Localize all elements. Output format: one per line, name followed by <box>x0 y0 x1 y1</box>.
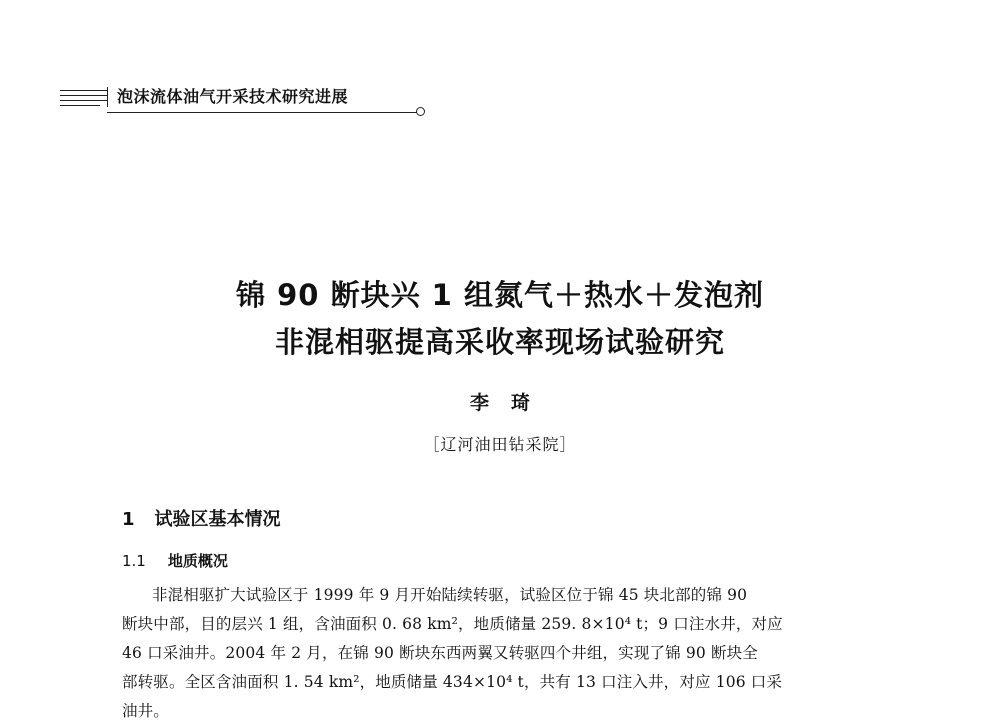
header-bracket <box>107 87 108 107</box>
subsection-title: 地质概况 <box>167 552 228 570</box>
paragraph-line: 油井。 <box>122 702 169 720</box>
paragraph-line: 断块中部，目的层兴 1 组，含油面积 0. 68 km²，地质储量 259. 8×10⁴ t；9 口注水井，对应 <box>122 615 783 633</box>
subsection-heading <box>122 550 228 571</box>
paragraph-line: 部转驱。全区含油面积 1. 54 km²，地质储量 434×10⁴ t，共有 13 口注入井，对应 106 口采 <box>122 673 783 691</box>
paper-title-line-1: 锦 90 断块兴 1 组氮气＋热水＋发泡剂 <box>236 278 764 312</box>
paragraph-line: 46 口采油井。2004 年 2 月，在锦 90 断块东西两翼又转驱四个井组，实现了锦 90 断块全 <box>122 644 758 662</box>
author-name: 李琦 <box>469 392 552 414</box>
section-title: 试验区基本情况 <box>154 509 281 530</box>
header-rule <box>107 112 417 113</box>
paragraph-line: 非混相驱扩大试验区于 1999 年 9 月开始陆续转驱，试验区位于锦 45 块北部的锦 90 <box>152 586 748 604</box>
subsection-number: 1.1 <box>122 552 146 570</box>
header-decoration-lines <box>60 88 110 112</box>
paper-title-line-2: 非混相驱提高采收率现场试验研究 <box>274 325 725 359</box>
running-header-title: 泡沫流体油气开采技术研究进展 <box>117 87 349 106</box>
section-heading <box>122 505 281 531</box>
section-number: 1 <box>122 509 135 530</box>
author-affiliation: ［辽河油田钻采院］ <box>423 435 577 454</box>
header-rule-end-circle <box>416 107 425 116</box>
